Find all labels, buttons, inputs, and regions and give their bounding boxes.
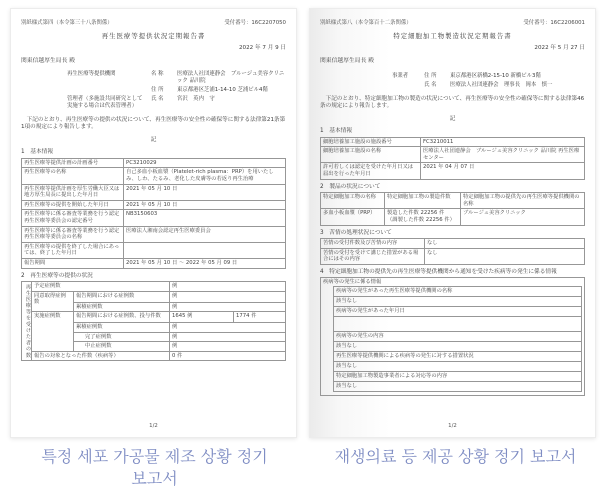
intro-paragraph: 下記のとおり、再生医療等の提供の状況について、再生医療等の安全性の確保等に関する法律第21条第1項の規定により報告します。 [21, 117, 286, 131]
provider-role: 再生医療等提供機関 [67, 71, 116, 78]
document-title: 再生医療等提供状況定期報告書 [101, 32, 206, 41]
disease-row: 該当なし [333, 296, 582, 307]
table-row [22, 312, 286, 323]
receipt-number: 受付番号：16C2206001 [523, 20, 585, 26]
person-label: 氏 名 [151, 96, 164, 103]
name-label: 名 称 [151, 71, 164, 78]
row-value: 2021 年 05 月 10 日 [124, 184, 286, 200]
row-label: 再生医療等提供計画の計画番号 [22, 158, 124, 168]
row-value [385, 209, 461, 225]
row-label: 細胞培養加工施設の名称 [321, 147, 421, 163]
row-value2: 1774 件 [234, 312, 286, 323]
addr-value: 東京都港区新橋2-15-10 新橋ビル3階 [450, 73, 541, 80]
section2-title: 2 製品の状況について [320, 183, 381, 190]
row-value: 0 件 [170, 351, 286, 361]
person-value: 宮沢 英内 守 [177, 96, 215, 103]
row-value: 2021 年 05 月 10 日 [124, 200, 286, 210]
row-label: 再生医療等の提供を終了した場合にあっては、終了した年月日 [22, 242, 124, 258]
disease-row: 特定細胞加工物製造事業者による対応等の内容 [333, 371, 582, 382]
row-value: ブルージュ美容クリニック [461, 209, 585, 225]
section3-title: 3 苦情の処理状況について [320, 229, 392, 236]
form-header-right [320, 20, 585, 27]
caption-right-line1: 재생의료 등 제공 상황 정기 보고서 [334, 447, 577, 466]
table-row [321, 193, 585, 209]
disease-info-rows [333, 286, 582, 392]
addressee: 関東信越厚生局長 殿 [320, 57, 375, 64]
row-label: 予定症例数 [32, 282, 170, 292]
col-header: 特定細胞加工物の名称 [321, 193, 385, 209]
row-label: 累積症例数 [74, 302, 170, 312]
row-label: 報告の対象となった件数（疾病等） [32, 351, 170, 361]
provision-status-table [21, 281, 286, 361]
basic-info-table [21, 158, 286, 269]
name-value: 医療法人社団連静会 理事長 岡本 慎一 [450, 82, 553, 89]
table-row [22, 158, 286, 168]
disease-row: 再生医療等提供機関による疾病等の発生に対する措置状況 [333, 351, 582, 362]
table-row [22, 200, 286, 210]
row-label: 細胞培養加工施設の施設番号 [321, 137, 421, 147]
group-label: 実施症例数 [32, 312, 74, 352]
page-number: 1/2 [448, 422, 457, 429]
row-value: 2021 年 04 月 07 日 [421, 163, 585, 179]
addr-label: 住 所 [151, 87, 164, 94]
addr-label: 住 所 [424, 73, 437, 80]
table-row [22, 210, 286, 226]
form-header-left [21, 20, 286, 27]
ki-mark: 記 [449, 115, 456, 122]
section1-title: 1 基本情報 [320, 128, 353, 135]
count-line2: （調製した件数 22256 件） [387, 216, 455, 223]
table-row [321, 209, 585, 225]
form-ref: 別紙様式第四（本令第三十八条関係） [21, 20, 113, 26]
operator-role: 事業者 [392, 73, 409, 80]
row-value: 医療法人社団連静会 ブルージュ美容クリニック 品川院 再生医療センター [421, 147, 585, 163]
addr-value: 東京都港区芝浦1-14-10 芝浦ビル4階 [177, 87, 268, 94]
disease-row: 疾病等の発生の内容 [333, 331, 582, 342]
disease-row-blank [333, 316, 582, 332]
vertical-label: 再生医療等を受けた者の数 [22, 282, 32, 361]
table-row [321, 137, 585, 147]
page-number: 1/2 [149, 422, 158, 429]
table-row [22, 351, 286, 361]
row-value: 例 [170, 282, 286, 292]
spacer [67, 87, 147, 94]
row-value: 1645 例 [170, 312, 234, 323]
receipt-number: 受付番号：16C2207050 [224, 20, 286, 26]
group-label: 同意取得症例数 [32, 291, 74, 311]
caption-left-line2: 보고서 [131, 468, 178, 488]
table-row [22, 291, 286, 302]
disease-row: 該当なし [333, 341, 582, 352]
document-date: 2022 年 5 月 27 日 [534, 45, 585, 52]
provider-block [67, 71, 286, 110]
section2-title: 2 再生医療等の提供の状況 [21, 272, 93, 279]
table-row [321, 163, 585, 179]
basic-info-table [320, 137, 585, 180]
row-label: 苦情の受付を受けて講じた措置がある場合にはその内容 [321, 248, 425, 264]
row-label: 累積症例数 [74, 322, 170, 332]
name-value: 医療法人社団連静会 ブルージュ美容クリニック 品川院 [177, 71, 285, 85]
table-row [22, 282, 286, 292]
row-label: 再生医療等の提供を開始した年月日 [22, 200, 124, 210]
disease-box-label: 疾病等の発生に係る情報 [323, 279, 382, 286]
document-title: 特定細胞加工物製造状況定期報告書 [393, 32, 512, 41]
row-value: 例 [170, 342, 286, 352]
disease-row: 該当なし [333, 361, 582, 372]
name-label: 氏 名 [424, 82, 437, 89]
section4-title: 4 特定細胞加工物の提供先の再生医療等提供機関から通知を受けた疾病等の発生に係る情報 [320, 268, 557, 275]
row-value: 例 [170, 302, 286, 312]
disease-row: 疾病等の発生があった再生医療等提供機関の名称 [333, 286, 582, 297]
row-value: 医療法人湘南会認定再生医療委員会 [124, 226, 286, 242]
row-label: 完了症例数 [74, 332, 170, 342]
caption-left-line1: 특정 세포 가공물 제조 상황 정기 [41, 447, 268, 466]
row-value: 例 [170, 322, 286, 332]
report-page-left [10, 8, 297, 438]
form-ref: 別紙様式第八（本令第百十二条関係） [320, 20, 412, 26]
addressee: 関東信越厚生局長 殿 [21, 57, 76, 64]
section1-title: 1 基本情報 [21, 149, 54, 156]
row-label: 報告期間における症例数、投与件数 [74, 312, 170, 323]
row-label: 報告期間における症例数 [74, 291, 170, 302]
row-label: 許可若しくは認定を受けた年月日又は届出を行った年月日 [321, 163, 421, 179]
manager-role: 管理者（多施設共同研究として実施する場合は代表管理者） [67, 96, 143, 110]
spacer [392, 82, 420, 89]
table-row [22, 259, 286, 269]
operator-block [392, 73, 585, 89]
row-label: 報告期間 [22, 259, 124, 269]
table-row [321, 147, 585, 163]
row-value: 例 [170, 291, 286, 302]
count-line1: 製造した件数 22256 件 [387, 210, 445, 217]
caption-left [10, 446, 299, 489]
row-label: 再生医療等に係る審査等業務を行う認定再生医療等委員会の認定番号 [22, 210, 124, 226]
document-date: 2022 年 7 月 9 日 [238, 45, 286, 52]
table-row [321, 238, 585, 248]
report-page-right [309, 8, 596, 438]
table-row [22, 168, 286, 184]
col-header: 特定細胞加工物の製造件数 [385, 193, 461, 209]
row-value: なし [425, 238, 585, 248]
row-label: 再生医療等に係る審査等業務を行う認定再生医療等委員会の名称 [22, 226, 124, 242]
disease-row: 該当なし [333, 381, 582, 392]
row-label: 中止症例数 [74, 342, 170, 352]
row-value [124, 242, 286, 258]
row-value: NB3150603 [124, 210, 286, 226]
disease-row: 疾病等の発生があった年月日 [333, 306, 582, 317]
row-label: 再生医療等提供計画を厚生労働大臣又は地方厚生局長に提出した年月日 [22, 184, 124, 200]
row-value: なし [425, 248, 585, 264]
disease-info-box [320, 277, 585, 396]
table-row [22, 226, 286, 242]
table-row [321, 248, 585, 264]
caption-row [0, 438, 610, 489]
row-label: 再生医療等の名称 [22, 168, 124, 184]
row-value: PC3210029 [124, 158, 286, 168]
row-value: 自己多血小板血漿（Platelet-rich plasma：PRP）を用いたしみ、しわ、たるみ、老化した皮膚等の若返り再生治療 [124, 168, 286, 184]
complaint-table [320, 238, 585, 265]
row-value: 例 [170, 332, 286, 342]
row-value: 多血小板血漿（PRP） [321, 209, 385, 225]
col-header: 特定細胞加工物の提供先の再生医療等提供機関の名称 [461, 193, 585, 209]
table-row [22, 242, 286, 258]
row-value: FC3210011 [421, 137, 585, 147]
product-status-table [320, 192, 585, 225]
row-label: 苦情の受付件数及び苦情の内容 [321, 238, 425, 248]
table-row [22, 184, 286, 200]
ki-mark: 記 [150, 136, 157, 143]
caption-right [311, 446, 600, 489]
intro-paragraph: 下記のとおり、特定細胞加工物の製造の状況について、再生医療等の安全性の確保等に関する法律第46条の規定により報告します。 [320, 96, 585, 110]
row-value: 2021 年 05 月 10 日 ～ 2022 年 05 月 09 日 [124, 259, 286, 269]
